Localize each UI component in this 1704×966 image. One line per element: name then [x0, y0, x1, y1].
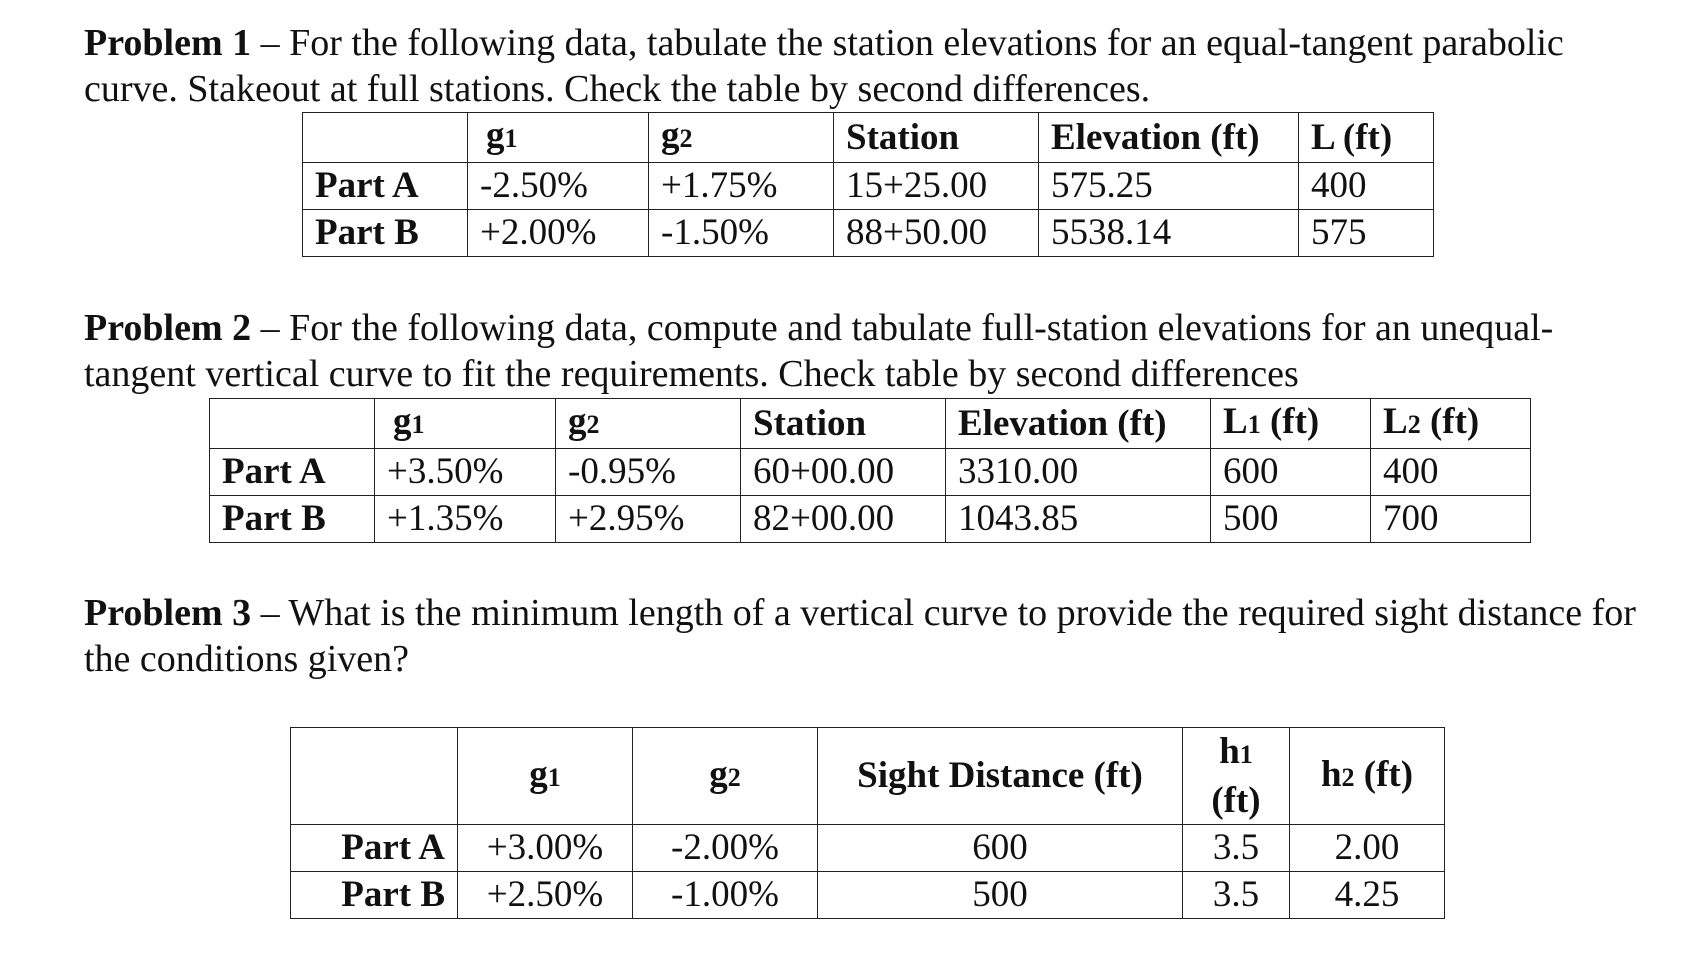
table-header-row — [303, 113, 1434, 163]
problem-2-table — [209, 398, 1531, 543]
cell-elevation: 3310.00 — [946, 449, 1211, 496]
problem-2-body: – For the following data, compute and tabulate full-station elevations for an unequal-tangent vertical curve to fit the requirements. Check table by second differences — [84, 307, 1554, 395]
cell-g1: +2.00% — [468, 210, 649, 257]
cell-g2: -1.50% — [649, 210, 834, 257]
problem-1-label: Problem 1 — [84, 22, 252, 64]
cell-h2: 4.25 — [1290, 872, 1445, 919]
table-header-row — [291, 728, 1445, 825]
header-station: Station — [741, 399, 946, 449]
problem-1-table — [302, 112, 1434, 257]
header-g1: g1 — [468, 113, 649, 163]
row-label: Part A — [210, 449, 375, 496]
cell-elevation: 5538.14 — [1039, 210, 1299, 257]
cell-station: 88+50.00 — [834, 210, 1039, 257]
cell-g1: +1.35% — [375, 496, 556, 543]
header-sight-distance: Sight Distance (ft) — [818, 728, 1183, 825]
table-header-row — [210, 399, 1531, 449]
problem-1 — [84, 20, 1664, 112]
cell-l2: 400 — [1371, 449, 1531, 496]
problem-3-label: Problem 3 — [84, 592, 252, 634]
problem-3-body: – What is the minimum length of a vertical curve to provide the required sight distance for the conditions given? — [84, 592, 1636, 680]
header-h1: h1 (ft) — [1183, 728, 1290, 825]
cell-g2: +1.75% — [649, 163, 834, 210]
row-label: Part A — [303, 163, 468, 210]
cell-station: 60+00.00 — [741, 449, 946, 496]
header-length: L (ft) — [1299, 113, 1434, 163]
cell-station: 82+00.00 — [741, 496, 946, 543]
header-l2: L2 (ft) — [1371, 399, 1531, 449]
cell-h1: 3.5 — [1183, 825, 1290, 872]
cell-g2: -0.95% — [556, 449, 741, 496]
table-row — [303, 210, 1434, 257]
cell-g1: +3.00% — [458, 825, 633, 872]
header-g1: g1 — [375, 399, 556, 449]
header-h2: h2 (ft) — [1290, 728, 1445, 825]
cell-elevation: 1043.85 — [946, 496, 1211, 543]
header-g2: g2 — [556, 399, 741, 449]
table-row — [291, 825, 1445, 872]
cell-length: 575 — [1299, 210, 1434, 257]
cell-sight-distance: 500 — [818, 872, 1183, 919]
problem-3-text — [84, 590, 1664, 682]
table-row — [303, 163, 1434, 210]
problem-1-text — [84, 20, 1664, 112]
cell-station: 15+25.00 — [834, 163, 1039, 210]
header-elevation: Elevation (ft) — [946, 399, 1211, 449]
cell-l1: 500 — [1211, 496, 1371, 543]
problem-1-body: – For the following data, tabulate the station elevations for an equal-tangent parabolic curve. Stakeout at full stations. Check the table by second differences. — [84, 22, 1564, 110]
table-row — [210, 449, 1531, 496]
cell-h2: 2.00 — [1290, 825, 1445, 872]
cell-sight-distance: 600 — [818, 825, 1183, 872]
header-g2: g2 — [649, 113, 834, 163]
row-label: Part B — [210, 496, 375, 543]
cell-g1: +3.50% — [375, 449, 556, 496]
corner-cell — [303, 113, 468, 163]
table-row — [291, 872, 1445, 919]
problem-3-table — [290, 727, 1445, 919]
cell-h1: 3.5 — [1183, 872, 1290, 919]
cell-g2: -1.00% — [633, 872, 818, 919]
corner-cell — [210, 399, 375, 449]
cell-g1: -2.50% — [468, 163, 649, 210]
problem-2 — [84, 305, 1664, 397]
cell-elevation: 575.25 — [1039, 163, 1299, 210]
corner-cell — [291, 728, 458, 825]
header-g2: g2 — [633, 728, 818, 825]
problem-2-label: Problem 2 — [84, 307, 252, 349]
cell-g2: +2.95% — [556, 496, 741, 543]
row-label: Part A — [291, 825, 458, 872]
cell-l2: 700 — [1371, 496, 1531, 543]
row-label: Part B — [303, 210, 468, 257]
cell-l1: 600 — [1211, 449, 1371, 496]
header-station: Station — [834, 113, 1039, 163]
header-l1: L1 (ft) — [1211, 399, 1371, 449]
cell-g2: -2.00% — [633, 825, 818, 872]
table-row — [210, 496, 1531, 543]
cell-length: 400 — [1299, 163, 1434, 210]
problem-3 — [84, 590, 1664, 682]
row-label: Part B — [291, 872, 458, 919]
header-elevation: Elevation (ft) — [1039, 113, 1299, 163]
header-g1: g1 — [458, 728, 633, 825]
problem-2-text — [84, 305, 1664, 397]
cell-g1: +2.50% — [458, 872, 633, 919]
